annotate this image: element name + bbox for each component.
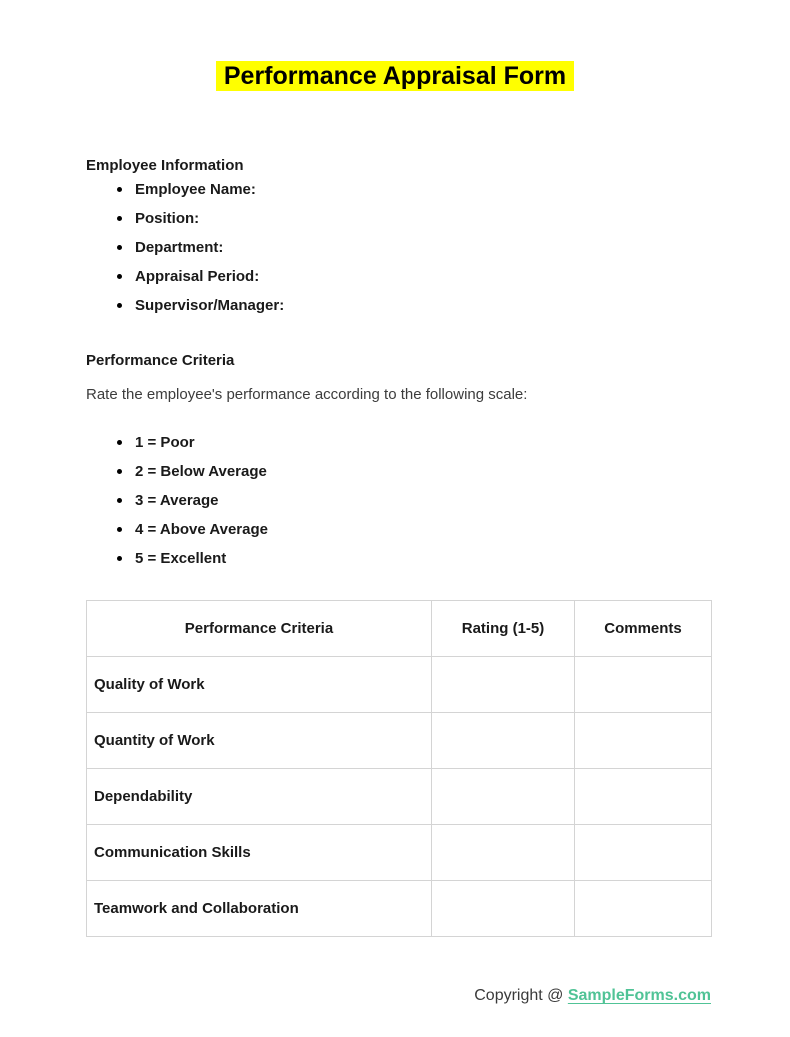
rating-scale-instruction: Rate the employee's performance according to the following scale: [86,386,528,403]
rating-cell[interactable] [432,657,575,713]
employee-field-department: Department: [86,233,790,262]
copyright-text: Copyright @ [474,987,568,1004]
performance-criteria-table [86,600,712,937]
bullet-icon [117,303,122,308]
criteria-label: Dependability [87,769,432,825]
column-header-criteria: Performance Criteria [87,601,432,657]
rating-cell[interactable] [432,881,575,937]
comments-cell[interactable] [575,713,712,769]
employee-field-supervisor: Supervisor/Manager: [86,291,790,320]
scale-item-above-average: 4 = Above Average [86,515,790,544]
footer [0,987,790,1005]
criteria-label: Teamwork and Collaboration [87,881,432,937]
criteria-label: Quantity of Work [87,713,432,769]
bullet-icon [117,527,122,532]
bullet-icon [117,440,122,445]
employee-info-heading: Employee Information [86,157,244,174]
employee-field-position: Position: [86,204,790,233]
rating-scale-list [86,428,790,573]
comments-cell[interactable] [575,769,712,825]
comments-cell[interactable] [575,825,712,881]
page-title-highlight: Performance Appraisal Form [216,61,574,91]
bullet-icon [117,187,122,192]
employee-field-name: Employee Name: [86,175,790,204]
employee-field-appraisal-period: Appraisal Period: [86,262,790,291]
bullet-icon [117,274,122,279]
column-header-comments: Comments [575,601,712,657]
scale-item-poor: 1 = Poor [86,428,790,457]
criteria-label: Quality of Work [87,657,432,713]
scale-item-below-average: 2 = Below Average [86,457,790,486]
bullet-icon [117,498,122,503]
scale-item-excellent: 5 = Excellent [86,544,790,573]
bullet-icon [117,245,122,250]
page-title [0,60,790,93]
comments-cell[interactable] [575,657,712,713]
bullet-icon [117,556,122,561]
table-row [87,657,712,713]
performance-criteria-heading: Performance Criteria [86,352,235,369]
employee-info-list [86,175,790,320]
column-header-rating: Rating (1-5) [432,601,575,657]
bullet-icon [117,469,122,474]
rating-cell[interactable] [432,825,575,881]
table-header-row [87,601,712,657]
scale-item-average: 3 = Average [86,486,790,515]
sampleforms-link[interactable]: SampleForms.com [567,987,711,1004]
comments-cell[interactable] [575,881,712,937]
criteria-label: Communication Skills [87,825,432,881]
table-row [87,881,712,937]
table-row [87,769,712,825]
table-row [87,713,712,769]
table-row [87,825,712,881]
rating-cell[interactable] [432,713,575,769]
rating-cell[interactable] [432,769,575,825]
bullet-icon [117,216,122,221]
